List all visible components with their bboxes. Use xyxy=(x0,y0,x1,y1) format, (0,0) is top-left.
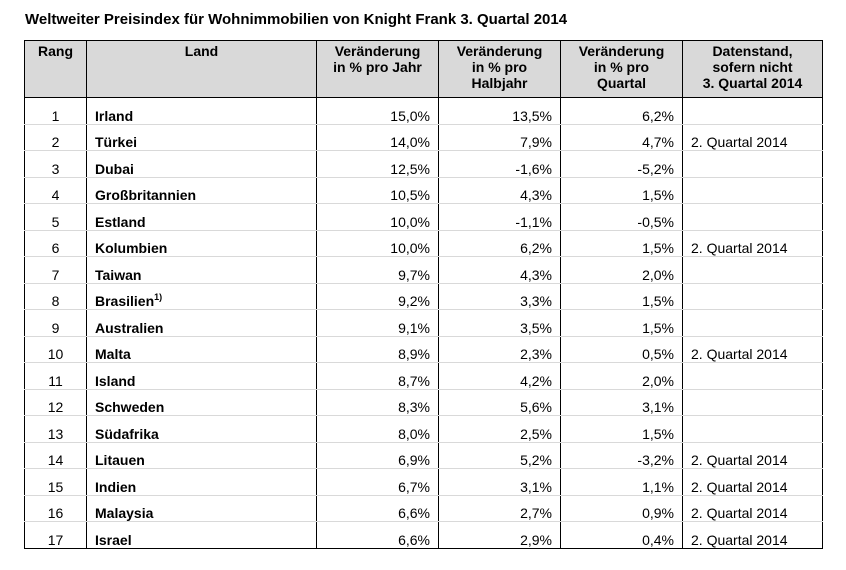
half-year-change-cell: 4,3% xyxy=(439,257,561,284)
rank-cell: 17 xyxy=(25,522,87,549)
quarter-change-cell: -3,2% xyxy=(561,442,683,469)
year-change-cell: 10,5% xyxy=(317,177,439,204)
quarter-change-cell: 0,4% xyxy=(561,522,683,549)
year-change-cell: 10,0% xyxy=(317,204,439,231)
rank-cell: 13 xyxy=(25,416,87,443)
header-half-year-change xyxy=(439,41,561,98)
rank-cell: 8 xyxy=(25,283,87,310)
data-status-cell xyxy=(683,204,823,231)
half-year-change-cell: 3,1% xyxy=(439,469,561,496)
country-cell xyxy=(87,204,317,231)
half-year-change-cell: -1,1% xyxy=(439,204,561,231)
country-cell xyxy=(87,416,317,443)
rank-cell: 4 xyxy=(25,177,87,204)
quarter-change-cell: -0,5% xyxy=(561,204,683,231)
rank-cell: 1 xyxy=(25,98,87,125)
year-change-cell: 9,1% xyxy=(317,310,439,337)
quarter-change-cell: 1,5% xyxy=(561,283,683,310)
header-quarter-line-2: in % pro xyxy=(593,59,650,75)
rank-cell: 6 xyxy=(25,230,87,257)
table-row xyxy=(25,204,823,231)
header-quarter-line-1: Veränderung xyxy=(578,43,665,59)
year-change-cell: 6,6% xyxy=(317,522,439,549)
country-name: Irland xyxy=(95,107,134,124)
country-cell xyxy=(87,230,317,257)
header-row xyxy=(25,41,823,98)
table-row xyxy=(25,495,823,522)
half-year-change-cell: 5,6% xyxy=(439,389,561,416)
quarter-change-cell: 1,1% xyxy=(561,469,683,496)
year-change-cell: 10,0% xyxy=(317,230,439,257)
header-rank xyxy=(25,41,87,98)
quarter-change-cell: 6,2% xyxy=(561,98,683,125)
quarter-change-cell: 0,5% xyxy=(561,336,683,363)
header-half-line-2: in % pro xyxy=(471,59,528,75)
half-year-change-cell: 2,7% xyxy=(439,495,561,522)
header-data-status xyxy=(683,41,823,98)
price-index-table xyxy=(24,40,823,549)
table-row xyxy=(25,363,823,390)
header-quarter-change xyxy=(561,41,683,98)
half-year-change-cell: 3,5% xyxy=(439,310,561,337)
year-change-cell: 12,5% xyxy=(317,151,439,178)
rank-cell: 9 xyxy=(25,310,87,337)
table-header xyxy=(25,41,823,98)
table-row xyxy=(25,230,823,257)
country-name: Brasilien xyxy=(95,293,155,309)
country-cell xyxy=(87,257,317,284)
rank-cell: 15 xyxy=(25,469,87,496)
quarter-change-cell: 1,5% xyxy=(561,230,683,257)
header-half-line-3: Halbjahr xyxy=(471,75,528,91)
year-change-cell: 8,0% xyxy=(317,416,439,443)
half-year-change-cell: 4,3% xyxy=(439,177,561,204)
country-cell xyxy=(87,442,317,469)
half-year-change-cell: 4,2% xyxy=(439,363,561,390)
table-row xyxy=(25,257,823,284)
country-name: Australien xyxy=(95,319,164,336)
header-land-label: Land xyxy=(184,43,219,59)
table-row xyxy=(25,389,823,416)
rank-cell: 11 xyxy=(25,363,87,390)
quarter-change-cell: 1,5% xyxy=(561,310,683,337)
country-cell xyxy=(87,495,317,522)
country-cell xyxy=(87,177,317,204)
year-change-cell: 6,6% xyxy=(317,495,439,522)
data-status-cell xyxy=(683,416,823,443)
year-change-cell: 6,9% xyxy=(317,442,439,469)
half-year-change-cell: 7,9% xyxy=(439,124,561,151)
header-year-line-1: Veränderung xyxy=(334,43,421,59)
quarter-change-cell: 0,9% xyxy=(561,495,683,522)
rank-cell: 12 xyxy=(25,389,87,416)
header-quarter-line-3: Quartal xyxy=(596,75,646,91)
quarter-change-cell: 3,1% xyxy=(561,389,683,416)
header-date-line-1: Datenstand, xyxy=(712,43,793,59)
country-name: Indien xyxy=(95,478,137,495)
year-change-cell: 6,7% xyxy=(317,469,439,496)
country-name: Schweden xyxy=(95,399,165,415)
year-change-cell: 8,3% xyxy=(317,389,439,416)
data-status-cell xyxy=(683,98,823,125)
rank-cell: 10 xyxy=(25,336,87,363)
half-year-change-cell: 2,5% xyxy=(439,416,561,443)
country-cell xyxy=(87,522,317,549)
table-row xyxy=(25,522,823,549)
table-row xyxy=(25,151,823,178)
data-status-cell xyxy=(683,257,823,284)
country-cell xyxy=(87,389,317,416)
half-year-change-cell: 2,9% xyxy=(439,522,561,549)
half-year-change-cell: 13,5% xyxy=(439,98,561,125)
country-name: Island xyxy=(95,372,136,389)
header-year-change xyxy=(317,41,439,98)
country-name: Dubai xyxy=(95,160,134,177)
data-status-cell: 2. Quartal 2014 xyxy=(683,442,823,469)
table-row xyxy=(25,336,823,363)
data-status-cell: 2. Quartal 2014 xyxy=(683,336,823,363)
rank-cell: 14 xyxy=(25,442,87,469)
year-change-cell: 8,9% xyxy=(317,336,439,363)
table-row xyxy=(25,98,823,125)
table-row xyxy=(25,124,823,151)
quarter-change-cell: 4,7% xyxy=(561,124,683,151)
table-row xyxy=(25,469,823,496)
quarter-change-cell: -5,2% xyxy=(561,151,683,178)
table-body xyxy=(25,98,823,549)
country-name: Estland xyxy=(95,213,146,230)
data-status-cell xyxy=(683,177,823,204)
table-row xyxy=(25,283,823,310)
country-name: Litauen xyxy=(95,452,145,468)
data-status-cell: 2. Quartal 2014 xyxy=(683,469,823,496)
data-status-cell xyxy=(683,310,823,337)
header-land xyxy=(87,41,317,98)
country-name: Südafrika xyxy=(95,425,159,442)
country-cell xyxy=(87,363,317,390)
half-year-change-cell: -1,6% xyxy=(439,151,561,178)
country-cell xyxy=(87,98,317,125)
quarter-change-cell: 1,5% xyxy=(561,416,683,443)
quarter-change-cell: 2,0% xyxy=(561,363,683,390)
country-name: Kolumbien xyxy=(95,240,168,256)
half-year-change-cell: 2,3% xyxy=(439,336,561,363)
country-name: Türkei xyxy=(95,134,138,150)
rank-cell: 7 xyxy=(25,257,87,284)
country-cell xyxy=(87,124,317,151)
country-cell xyxy=(87,336,317,363)
header-date-line-2: sofern nicht xyxy=(712,59,793,75)
rank-cell: 5 xyxy=(25,204,87,231)
year-change-cell: 9,7% xyxy=(317,257,439,284)
rank-cell: 2 xyxy=(25,124,87,151)
table-row xyxy=(25,310,823,337)
data-status-cell xyxy=(683,363,823,390)
data-status-cell: 2. Quartal 2014 xyxy=(683,495,823,522)
year-change-cell: 8,7% xyxy=(317,363,439,390)
country-cell xyxy=(87,283,317,310)
year-change-cell: 9,2% xyxy=(317,283,439,310)
data-status-cell: 2. Quartal 2014 xyxy=(683,522,823,549)
data-status-cell xyxy=(683,389,823,416)
half-year-change-cell: 6,2% xyxy=(439,230,561,257)
quarter-change-cell: 2,0% xyxy=(561,257,683,284)
country-name: Malaysia xyxy=(95,505,154,521)
page-title: Weltweiter Preisindex für Wohnimmobilien von Knight Frank 3. Quartal 2014 xyxy=(25,11,568,28)
country-cell xyxy=(87,310,317,337)
data-status-cell xyxy=(683,151,823,178)
data-status-cell xyxy=(683,283,823,310)
country-cell xyxy=(87,469,317,496)
header-half-line-1: Veränderung xyxy=(456,43,543,59)
rank-cell: 16 xyxy=(25,495,87,522)
country-name: Israel xyxy=(95,531,132,548)
rank-cell: 3 xyxy=(25,151,87,178)
year-change-cell: 14,0% xyxy=(317,124,439,151)
country-name: Taiwan xyxy=(95,266,142,283)
year-change-cell: 15,0% xyxy=(317,98,439,125)
country-name: Malta xyxy=(95,346,131,362)
quarter-change-cell: 1,5% xyxy=(561,177,683,204)
table-row xyxy=(25,416,823,443)
header-rank-label: Rang xyxy=(38,43,73,59)
data-status-cell: 2. Quartal 2014 xyxy=(683,124,823,151)
half-year-change-cell: 5,2% xyxy=(439,442,561,469)
table-row xyxy=(25,177,823,204)
half-year-change-cell: 3,3% xyxy=(439,283,561,310)
data-status-cell: 2. Quartal 2014 xyxy=(683,230,823,257)
footnote-marker: 1) xyxy=(154,292,163,302)
header-date-line-3: 3. Quartal 2014 xyxy=(702,75,803,91)
country-name: Großbritannien xyxy=(95,187,197,203)
country-cell xyxy=(87,151,317,178)
header-year-line-2: in % pro Jahr xyxy=(333,59,422,75)
table-row xyxy=(25,442,823,469)
